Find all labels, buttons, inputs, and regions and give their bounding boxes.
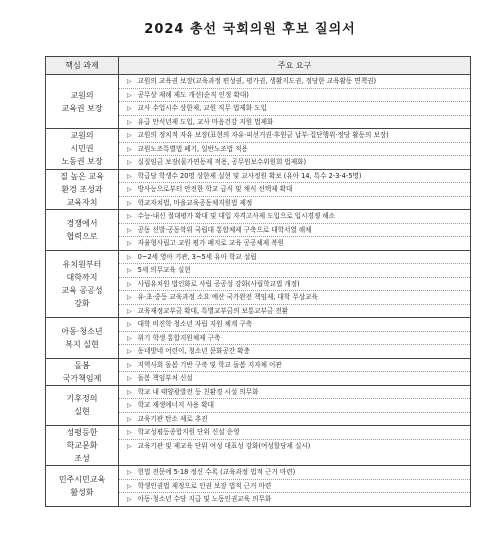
bullet-marker-icon: ▷ xyxy=(127,429,132,436)
request-text: 0~2세 영아 기관, 3~5세 유아 학교 설립 xyxy=(137,252,257,261)
request-text: 교육재정교부금 확대, 특별교부금의 보통교부금 전환 xyxy=(137,306,289,315)
requests-cell xyxy=(119,75,471,129)
request-text: 유·초·중등 교육과정 소요 예산 국가완전 책임제, 대학 무상교육 xyxy=(137,293,318,301)
request-item xyxy=(119,386,470,400)
bullet-marker-icon: ▷ xyxy=(127,105,132,112)
table-row xyxy=(46,466,471,507)
bullet-marker-icon: ▷ xyxy=(127,91,132,99)
bullet-marker-icon: ▷ xyxy=(127,348,132,355)
request-text: 학교자치법, 마을교육공동체지원법 제정 xyxy=(137,198,253,207)
table-row xyxy=(46,426,471,466)
bullet-marker-icon: ▷ xyxy=(127,145,132,153)
category-cell: 유치원부터 대학까지 교육 공공성 강화 xyxy=(46,250,119,318)
request-text: 교육기관 및 제교육 단위 여성 대표성 강화(여성할당제 실시) xyxy=(137,441,311,450)
requests-cell xyxy=(119,426,471,466)
request-item xyxy=(119,237,470,250)
bullet-marker-icon: ▷ xyxy=(127,415,132,423)
bullet-marker-icon: ▷ xyxy=(127,361,132,369)
bullet-marker-icon: ▷ xyxy=(127,375,132,382)
request-item xyxy=(119,480,470,494)
request-text: 헌법 전문에 5·18 정신 수록 (교육과정 법적 근거 마련) xyxy=(137,468,296,476)
request-text: 학급당 학생수 20명 상한제 실현 및 교사정원 확보 (유아 14, 특수 2-3-4-5명) xyxy=(137,171,362,180)
request-text: 자율형사립고 교원 평가 폐지로 교육 공공체제 복원 xyxy=(137,239,284,247)
request-item xyxy=(119,129,470,143)
requests-cell xyxy=(119,129,471,170)
category-cell: 교원의 교육권 보장 xyxy=(46,75,119,129)
bullet-marker-icon: ▷ xyxy=(127,496,132,503)
request-item xyxy=(119,291,470,305)
requests-cell xyxy=(119,169,471,210)
table-header-row xyxy=(46,57,471,75)
request-text: 학교 내 태양광발전 등 친환경 시설 의무화 xyxy=(137,387,259,396)
request-item xyxy=(119,466,470,480)
category-header: 핵심 과제 xyxy=(46,57,119,75)
request-item xyxy=(119,197,470,210)
requests-cell xyxy=(119,250,471,318)
request-text: 교원의 교육권 보장(교육과정 편성권, 평가권, 생활지도권, 정당한 교육활동 면책권) xyxy=(137,77,377,85)
request-item xyxy=(119,210,470,224)
questionnaire-table xyxy=(45,56,471,507)
bullet-marker-icon: ▷ xyxy=(127,253,132,261)
request-text: 5세 의무교육 실현 xyxy=(137,266,191,274)
bullet-marker-icon: ▷ xyxy=(127,469,132,476)
request-text: 실질임금 보장(물가연동제 적용, 공무원보수위원회 법제화) xyxy=(137,158,307,166)
request-item xyxy=(119,251,470,265)
request-item xyxy=(119,278,470,292)
requests-cell xyxy=(119,318,471,359)
request-item xyxy=(119,170,470,184)
request-text: 위기 학생 통합지원체제 구축 xyxy=(137,333,221,342)
request-text: 수능-내신 절대평가 확대 및 대입 자격고사제 도입으로 입시경쟁 해소 xyxy=(137,212,336,220)
bullet-marker-icon: ▷ xyxy=(127,132,132,139)
request-text: 교육기관 탄소 제로 추진 xyxy=(137,414,208,423)
request-text: 교원노조특별법 폐기, 일반노조법 적용 xyxy=(137,144,248,153)
request-item xyxy=(119,156,470,169)
bullet-marker-icon: ▷ xyxy=(127,388,132,396)
category-cell: 기후정의 실현 xyxy=(46,385,119,426)
bullet-marker-icon: ▷ xyxy=(127,226,132,234)
category-cell: 민주시민교육 활성화 xyxy=(46,466,119,507)
bullet-marker-icon: ▷ xyxy=(127,186,132,193)
bullet-marker-icon: ▷ xyxy=(127,442,132,450)
request-text: 아동·청소년 수당 지급 및 노동인권교육 의무화 xyxy=(137,495,272,503)
request-item xyxy=(119,399,470,413)
category-cell: 교원의 시민권 노동권 보장 xyxy=(46,129,119,170)
bullet-marker-icon: ▷ xyxy=(127,482,132,490)
table-row xyxy=(46,318,471,359)
requests-cell xyxy=(119,210,471,251)
request-item xyxy=(119,372,470,385)
bullet-marker-icon: ▷ xyxy=(127,118,132,126)
request-text: 방사능으로부터 안전한 학교 급식 및 채식 선택제 확대 xyxy=(137,185,293,193)
request-item xyxy=(119,75,470,89)
request-item xyxy=(119,183,470,197)
table-row xyxy=(46,250,471,318)
category-cell: 경쟁에서 협력으로 xyxy=(46,210,119,251)
requests-header: 주요 요구 xyxy=(119,57,471,75)
bullet-marker-icon: ▷ xyxy=(127,199,132,207)
request-text: 교사 수업시수 상한제, 교원 직무 법제화 도입 xyxy=(137,104,267,112)
bullet-marker-icon: ▷ xyxy=(127,294,132,301)
request-text: 지역사회 돌봄 기반 구축 및 학교 돌봄 지자체 이관 xyxy=(137,360,282,369)
category-cell: 아동·청소년 복지 실현 xyxy=(46,318,119,359)
request-item xyxy=(119,224,470,238)
request-item xyxy=(119,264,470,278)
request-text: 학생인권법 제정으로 인권 보장 법적 근거 마련 xyxy=(137,481,272,490)
bullet-marker-icon: ▷ xyxy=(127,280,132,288)
category-cell: 질 높은 교육 환경 조성과 교육자치 xyxy=(46,169,119,210)
table-row xyxy=(46,129,471,170)
request-item xyxy=(119,116,470,129)
request-item xyxy=(119,332,470,346)
category-cell: 성평등한 학교문화 조성 xyxy=(46,426,119,466)
request-item xyxy=(119,305,470,318)
table-row xyxy=(46,169,471,210)
request-item xyxy=(119,413,470,426)
table-body xyxy=(46,75,471,507)
request-item xyxy=(119,318,470,332)
request-text: 학교성평등종합지원 단위 신설 운영 xyxy=(137,428,240,436)
table-row xyxy=(46,75,471,129)
request-text: 사립유치원 법인화로 사립 공공성 강화(사립학교법 개정) xyxy=(137,279,300,288)
table-row xyxy=(46,385,471,426)
category-cell: 돌봄 국가책임제 xyxy=(46,358,119,385)
request-text: 학교 재생에너지 사용 확대 xyxy=(137,401,214,409)
bullet-marker-icon: ▷ xyxy=(127,213,132,220)
bullet-marker-icon: ▷ xyxy=(127,267,132,274)
request-text: 동네방네 어린이, 청소년 문화공간 확충 xyxy=(137,347,251,355)
request-item xyxy=(119,440,470,453)
bullet-marker-icon: ▷ xyxy=(127,307,132,315)
bullet-marker-icon: ▷ xyxy=(127,172,132,180)
bullet-marker-icon: ▷ xyxy=(127,402,132,409)
request-text: 공동 선발·공동학위 국립대 통합체제 구축으로 대학서열 해체 xyxy=(137,225,312,234)
table-row xyxy=(46,210,471,251)
bullet-marker-icon: ▷ xyxy=(127,159,132,166)
request-item xyxy=(119,426,470,440)
document-title: 2024 총선 국회의원 후보 질의서 xyxy=(144,22,356,37)
request-text: 교원의 정치적 자유 보장(표현의 자유·피선거권·후원금 납부·집단행위·정당 활동의 보장) xyxy=(137,131,389,139)
request-item xyxy=(119,493,470,506)
request-text: 공무상 재해 제도 개선(순직 인정 확대) xyxy=(137,90,249,99)
request-item xyxy=(119,345,470,358)
bullet-marker-icon: ▷ xyxy=(127,78,132,85)
requests-cell xyxy=(119,358,471,385)
request-text: 유급 안식년제 도입, 교사 마음건강 지원 법제화 xyxy=(137,117,274,126)
bullet-marker-icon: ▷ xyxy=(127,334,132,342)
request-text: 돌봄 책임부처 신설 xyxy=(137,374,193,382)
bullet-marker-icon: ▷ xyxy=(127,240,132,247)
request-item xyxy=(119,359,470,373)
bullet-marker-icon: ▷ xyxy=(127,321,132,328)
request-item xyxy=(119,143,470,157)
request-item xyxy=(119,89,470,103)
requests-cell xyxy=(119,466,471,507)
table-row xyxy=(46,358,471,385)
request-text: 대학 비진학 청소년 자립 지원 체계 구축 xyxy=(137,320,253,328)
request-item xyxy=(119,102,470,116)
requests-cell xyxy=(119,385,471,426)
